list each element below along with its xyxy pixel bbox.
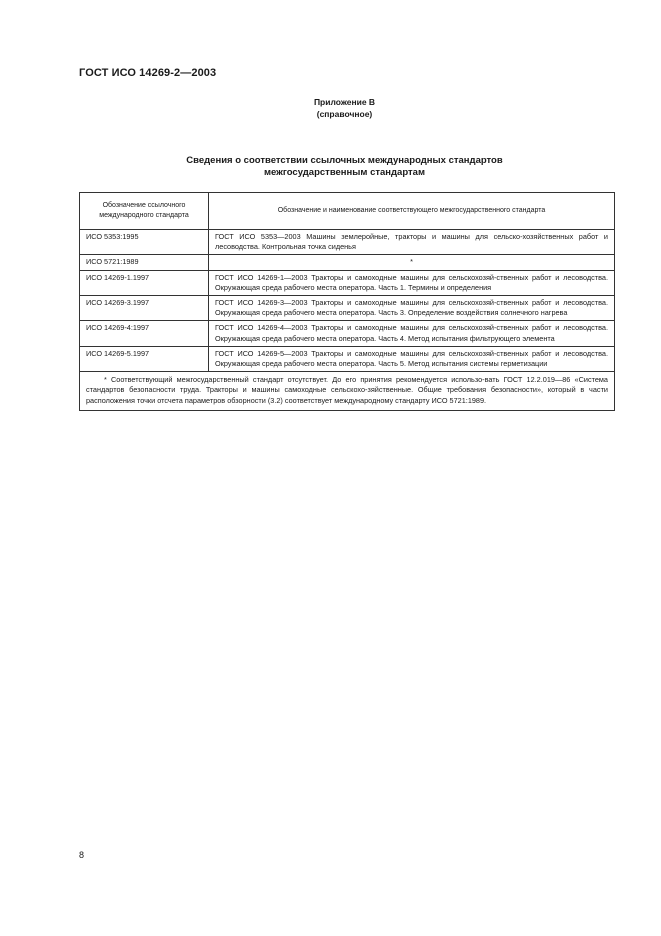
interstate-standard-description: *	[209, 255, 615, 270]
international-standard-code: ИСО 14269-4:1997	[80, 321, 209, 346]
interstate-standard-description: ГОСТ ИСО 14269-1—2003 Тракторы и самоходные машины для сельскохозяй-ственных работ и лесоводства. Окружающая среда рабочего места оператора. Часть 1. Термины и определения	[209, 270, 615, 295]
page-number: 8	[79, 850, 85, 860]
table-header-row	[80, 193, 615, 230]
table-row	[80, 255, 615, 270]
table-footnote-row	[80, 372, 615, 411]
interstate-standard-description: ГОСТ ИСО 5353—2003 Машины землеройные, тракторы и машины для сельско-хозяйственных работ и лесоводства. Контрольная точка сиденья	[209, 230, 615, 255]
international-standard-code: ИСО 14269-1.1997	[80, 270, 209, 295]
table-row	[80, 270, 615, 295]
standards-table	[79, 192, 615, 411]
table-row	[80, 230, 615, 255]
interstate-standard-description: ГОСТ ИСО 14269-4—2003 Тракторы и самоходные машины для сельскохозяй-ственных работ и лесоводства. Окружающая среда рабочего места оператора. Часть 4. Метод испытания фильтрующего элемента	[209, 321, 615, 346]
appendix-label: Приложение В	[313, 97, 376, 107]
appendix-type: (справочное)	[316, 109, 373, 119]
section-title	[14, 155, 661, 179]
column-header-interstate: Обозначение и наименование соответствующего межгосударственного стандарта	[209, 193, 615, 230]
international-standard-code: ИСО 5721:1989	[80, 255, 209, 270]
column-header-international: Обозначение ссылочного международного стандарта	[80, 193, 209, 230]
international-standard-code: ИСО 14269-5.1997	[80, 346, 209, 371]
table-row	[80, 321, 615, 346]
table-row	[80, 346, 615, 371]
interstate-standard-description: ГОСТ ИСО 14269-5—2003 Тракторы и самоходные машины для сельскохозяй-ственных работ и лесоводства. Окружающая среда рабочего места оператора. Часть 5. Метод испытания системы герметизации	[209, 346, 615, 371]
document-code: ГОСТ ИСО 14269-2—2003	[79, 67, 217, 79]
table-row	[80, 296, 615, 321]
international-standard-code: ИСО 14269-3.1997	[80, 296, 209, 321]
table-footnote: * Соответствующий межгосударственный стандарт отсутствует. До его принятия рекомендуется использо-вать ГОСТ 12.2.019—86 «Система стандартов безопасности труда. Тракторы и машины самоходные сельскохо-зяйственные. Общие требования безопасности», который в части расположения точки отсчета параметров обзорности (3.2) соответствует международному стандарту ИСО 5721:1989.	[80, 372, 615, 411]
section-title-line-2: межгосударственным стандартам	[264, 167, 425, 178]
interstate-standard-description: ГОСТ ИСО 14269-3—2003 Тракторы и самоходные машины для сельскохозяй-ственных работ и лесоводства. Окружающая среда рабочего места оператора. Часть 3. Определение воздействия солнечного нагрева	[209, 296, 615, 321]
international-standard-code: ИСО 5353:1995	[80, 230, 209, 255]
section-title-line-1: Сведения о соответствии ссылочных международных стандартов	[186, 155, 503, 166]
